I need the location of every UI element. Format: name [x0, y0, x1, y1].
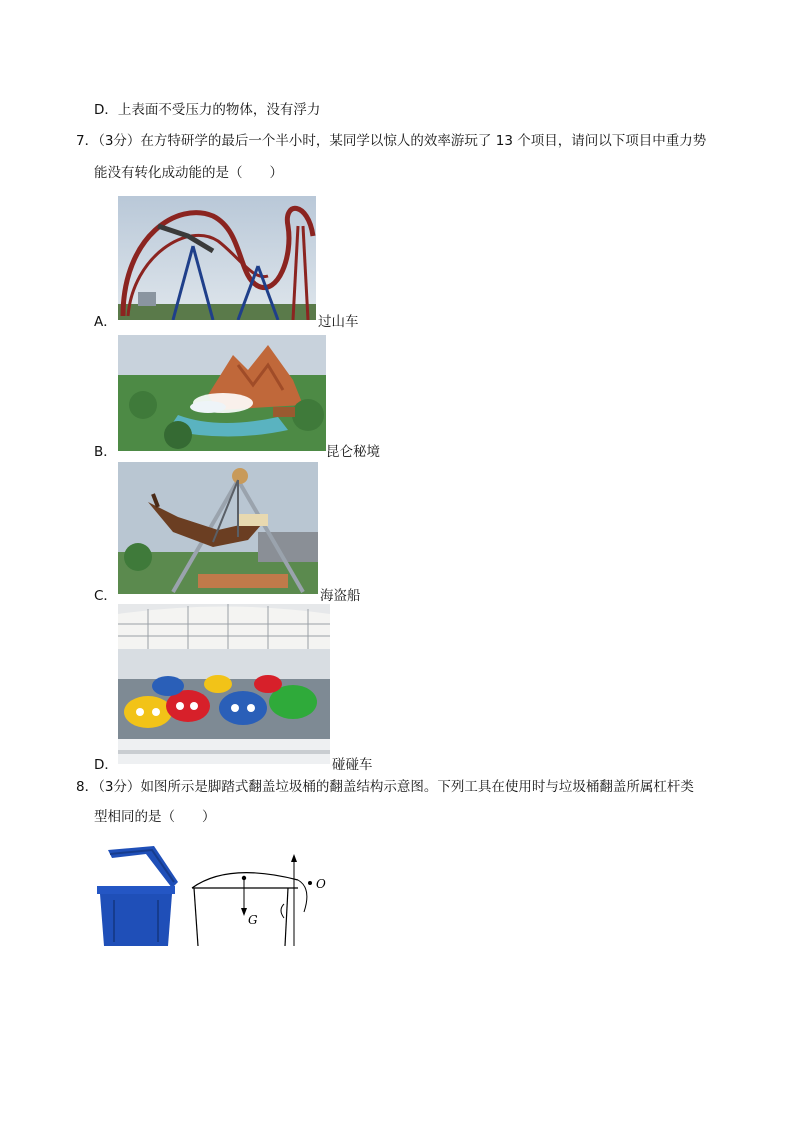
- q7-text-line1: 在方特研学的最后一个半小时，某同学以惊人的效率游玩了 13 个项目，请问以下项目中重力势: [140, 133, 707, 149]
- q8-score: （3分）: [98, 779, 141, 795]
- pivot-label: O: [316, 877, 326, 891]
- q7-stem-line2: 能没有转化成动能的是（ ）: [94, 165, 283, 181]
- q7-score: （3分）: [98, 133, 141, 149]
- roller-coaster-photo: [118, 196, 316, 320]
- option-c-letter: C．: [94, 588, 117, 604]
- q8-number: 8．: [76, 779, 99, 795]
- q7-number: 7．: [76, 133, 99, 149]
- q8-stem-line1: [76, 778, 694, 796]
- bumper-cars-photo: [118, 604, 330, 764]
- gravity-label: G: [248, 913, 258, 927]
- q8-stem-line2: 型相同的是（ ）: [94, 809, 216, 825]
- q6-option-d: D．上表面不受压力的物体，没有浮力: [94, 102, 321, 118]
- lever-diagram: [188, 852, 336, 946]
- option-c-caption: 海盗船: [320, 588, 361, 604]
- trash-bin-photo: [94, 842, 180, 946]
- option-a-caption: 过山车: [318, 314, 359, 330]
- option-d-caption: 碰碰车: [332, 757, 373, 773]
- option-a-letter: A．: [94, 314, 117, 330]
- pirate-ship-photo: [118, 462, 318, 594]
- option-b-caption: 昆仑秘境: [326, 444, 380, 460]
- q7-stem-line1: [76, 132, 706, 150]
- option-d-letter: D．: [94, 757, 118, 773]
- water-ride-photo: [118, 335, 326, 451]
- q8-text-line1: 如图所示是脚踏式翻盖垃圾桶的翻盖结构示意图。下列工具在使用时与垃圾桶翻盖所属杠杆类: [140, 779, 694, 795]
- option-b-letter: B．: [94, 444, 117, 460]
